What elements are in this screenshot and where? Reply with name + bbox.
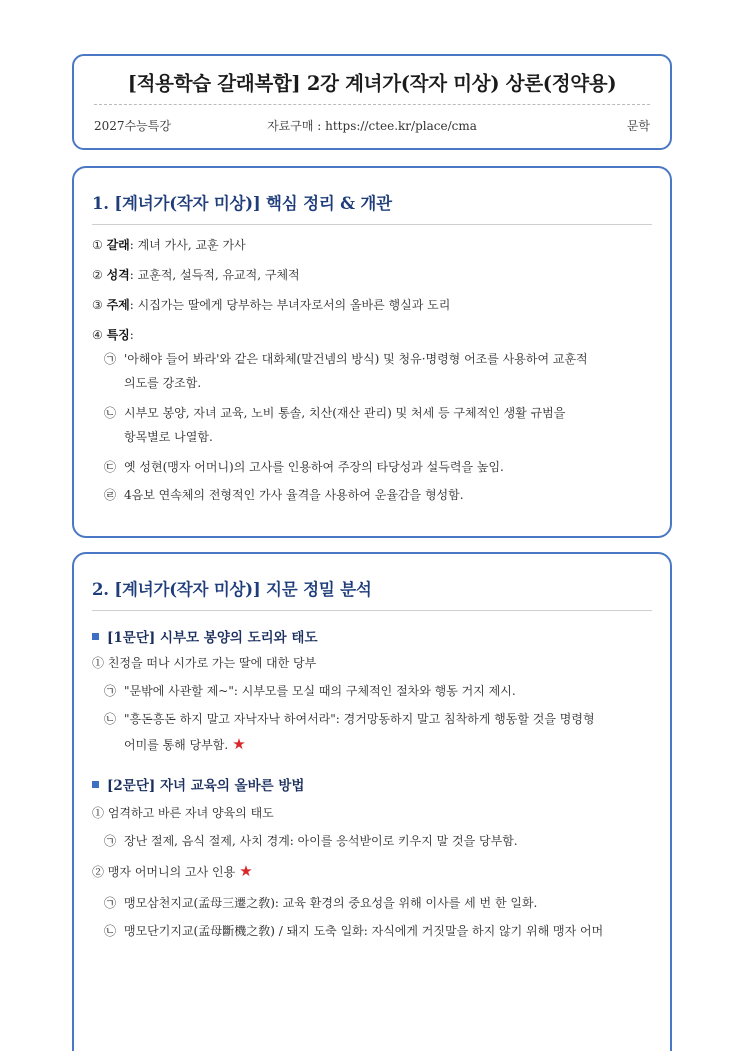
overview-item-features: ④ 특징: (92, 328, 134, 342)
section-analysis (72, 552, 672, 1051)
feature-mark: ㉡ (104, 406, 117, 420)
subject-label: 문학 (626, 119, 650, 133)
analysis-mark: ㉠ (104, 834, 117, 848)
analysis-point: ① 엄격하고 바른 자녀 양육의 태도 (92, 806, 274, 820)
star-icon: ★ (232, 735, 246, 753)
analysis-line: 어미를 통해 당부함. ★ (124, 735, 246, 753)
analysis-line: 맹모단기지교(孟母斷機之敎) / 돼지 도축 일화: 자식에게 거짓말을 하지 않기 위해 맹자 어머 (124, 924, 604, 938)
analysis-line: "흥돈흥돈 하지 말고 자낙자낙 하여서라": 경거망동하지 말고 침착하게 행동할 것을 명령형 (124, 712, 595, 726)
analysis-mark: ㉡ (104, 924, 117, 938)
document-header (72, 54, 672, 150)
star-icon: ★ (239, 862, 253, 880)
analysis-mark: ㉠ (104, 684, 117, 698)
section-rule (92, 610, 652, 611)
analysis-mark: ㉠ (104, 896, 117, 910)
feature-line: 4음보 연속체의 전형적인 가사 율격을 사용하여 운율감을 형성함. (124, 488, 464, 502)
section-title: 1. [계녀가(작자 미상)] 핵심 정리 & 개관 (92, 194, 392, 213)
overview-item-character: ② 성격: 교훈적, 설득적, 유교적, 구체적 (92, 268, 300, 282)
feature-line: 항목별로 나열함. (124, 430, 213, 444)
analysis-mark: ㉡ (104, 712, 117, 726)
paragraph-heading: [2문단] 자녀 교육의 올바른 방법 (92, 774, 304, 794)
overview-item-genre: ① 갈래: 계녀 가사, 교훈 가사 (92, 238, 246, 252)
purchase-link[interactable]: 자료구매 : https://ctee.kr/place/cma (267, 119, 477, 133)
analysis-line: "문밖에 사관할 제~": 시부모를 모실 때의 구체적인 절차와 행동 거지 제시. (124, 684, 516, 698)
paragraph-heading: [1문단] 시부모 봉양의 도리와 태도 (92, 626, 318, 646)
section-rule (92, 224, 652, 225)
overview-item-theme: ③ 주제: 시집가는 딸에게 당부하는 부녀자로서의 올바른 행실과 도리 (92, 298, 451, 312)
analysis-line: 장난 절제, 음식 절제, 사치 경계: 아이를 응석받이로 키우지 말 것을 당부함. (124, 834, 518, 848)
feature-mark: ㉣ (104, 488, 117, 502)
feature-line: '아해야 들어 봐라'와 같은 대화체(말건넴의 방식) 및 청유·명령형 어조를 사용하여 교훈적 (124, 352, 588, 366)
feature-line: 의도를 강조함. (124, 376, 202, 390)
square-bullet-icon (92, 781, 99, 788)
feature-mark: ㉠ (104, 352, 117, 366)
analysis-point: ② 맹자 어머니의 고사 인용 ★ (92, 862, 253, 880)
section-title: 2. [계녀가(작자 미상)] 지문 정밀 분석 (92, 580, 372, 599)
feature-line: 옛 성현(맹자 어머니)의 고사를 인용하여 주장의 타당성과 설득력을 높임. (124, 460, 504, 474)
course-label: 2027수능특강 (94, 119, 171, 133)
square-bullet-icon (92, 633, 99, 640)
analysis-line: 맹모삼천지교(孟母三遷之敎): 교육 환경의 중요성을 위해 이사를 세 번 한 일화. (124, 896, 538, 910)
section-overview (72, 166, 672, 538)
document-title: [적용학습 갈래복합] 2강 계녀가(작자 미상) 상론(정약용) (127, 72, 617, 95)
header-divider (94, 104, 650, 105)
feature-line: 시부모 봉양, 자녀 교육, 노비 통솔, 치산(재산 관리) 및 처세 등 구체적인 생활 규범을 (124, 406, 566, 420)
feature-mark: ㉢ (104, 460, 117, 474)
analysis-point: ① 친정을 떠나 시가로 가는 딸에 대한 당부 (92, 656, 317, 670)
